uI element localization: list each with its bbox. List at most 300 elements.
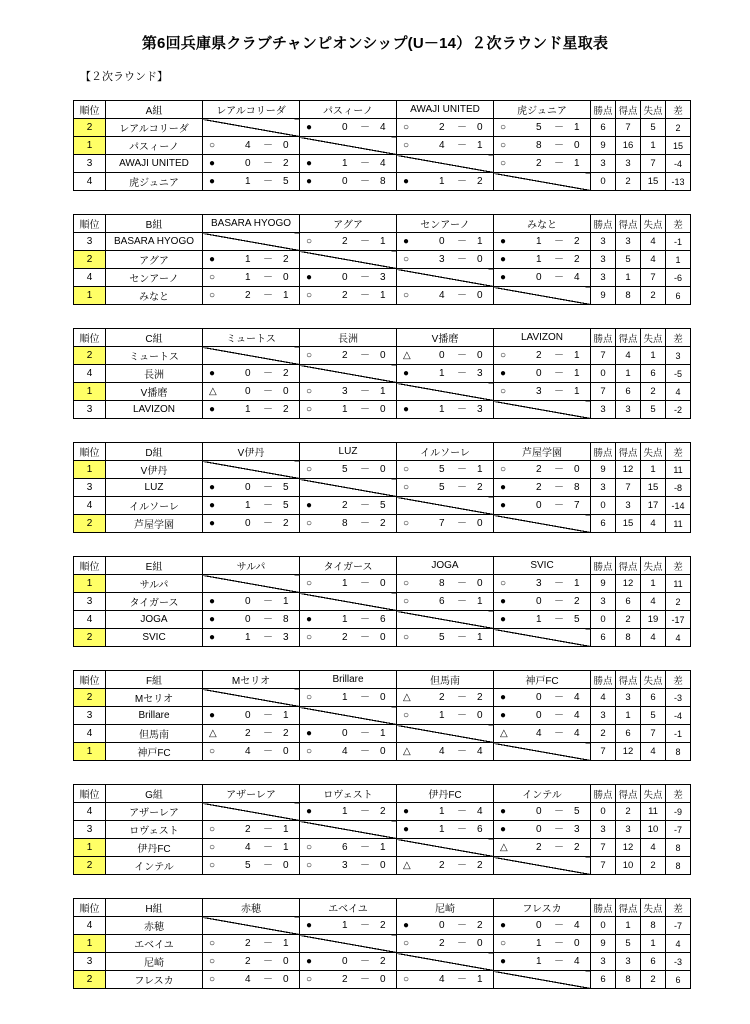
match-result bbox=[494, 917, 591, 935]
goals-for-cell: 3 bbox=[616, 821, 641, 839]
goals-against-cell: 4 bbox=[641, 629, 666, 647]
result-mark: ● bbox=[500, 235, 507, 247]
score-against: 0 bbox=[477, 289, 483, 301]
score-dash: － bbox=[554, 841, 564, 853]
team-name: LAVIZON bbox=[106, 401, 203, 419]
points-header: 勝点 bbox=[591, 785, 616, 803]
score-against: 0 bbox=[283, 955, 289, 967]
team-name: タイガース bbox=[106, 593, 203, 611]
self-match-cell bbox=[494, 857, 591, 875]
score-for: 1 bbox=[245, 253, 251, 265]
result-mark: ● bbox=[403, 823, 410, 835]
score-dash: － bbox=[263, 937, 273, 949]
points-cell: 3 bbox=[591, 251, 616, 269]
result-mark: ○ bbox=[403, 517, 410, 529]
group-name: B組 bbox=[106, 215, 203, 233]
opponent-header: タイガース bbox=[300, 557, 397, 575]
score-against: 2 bbox=[380, 955, 386, 967]
rank-header: 順位 bbox=[74, 899, 106, 917]
result-mark: ○ bbox=[403, 709, 410, 721]
self-match-cell bbox=[300, 821, 397, 839]
result-mark: ○ bbox=[209, 745, 216, 757]
match-result bbox=[203, 155, 300, 173]
score-for: 8 bbox=[439, 577, 445, 589]
score-against: 5 bbox=[283, 499, 289, 511]
score-against: 5 bbox=[574, 613, 580, 625]
goal-diff-header: 差 bbox=[666, 101, 691, 119]
table-row bbox=[74, 515, 691, 533]
score-dash: － bbox=[457, 235, 467, 247]
score-against: 2 bbox=[283, 157, 289, 169]
result-mark: ● bbox=[500, 955, 507, 967]
score-against: 1 bbox=[477, 631, 483, 643]
opponent-header: エベイユ bbox=[300, 899, 397, 917]
score-dash: － bbox=[360, 517, 370, 529]
group-name: C組 bbox=[106, 329, 203, 347]
rank-header: 順位 bbox=[74, 557, 106, 575]
result-mark: ● bbox=[403, 175, 410, 187]
score-dash: － bbox=[457, 463, 467, 475]
score-dash: － bbox=[263, 631, 273, 643]
opponent-header: ロヴェスト bbox=[300, 785, 397, 803]
table-row bbox=[74, 461, 691, 479]
opponent-header: LUZ bbox=[300, 443, 397, 461]
score-against: 2 bbox=[574, 235, 580, 247]
goals-against-cell: 6 bbox=[641, 953, 666, 971]
self-match-cell bbox=[203, 347, 300, 365]
score-dash: － bbox=[457, 709, 467, 721]
points-header: 勝点 bbox=[591, 443, 616, 461]
score-against: 2 bbox=[283, 403, 289, 415]
result-mark: ○ bbox=[403, 481, 410, 493]
score-dash: － bbox=[554, 709, 564, 721]
opponent-header: ミュートス bbox=[203, 329, 300, 347]
match-result bbox=[494, 251, 591, 269]
score-dash: － bbox=[360, 631, 370, 643]
score-for: 1 bbox=[342, 403, 348, 415]
self-match-cell bbox=[494, 971, 591, 989]
match-result bbox=[397, 689, 494, 707]
match-result bbox=[300, 725, 397, 743]
group-table bbox=[73, 898, 691, 989]
result-mark: ○ bbox=[500, 121, 507, 133]
goals-for-cell: 12 bbox=[616, 461, 641, 479]
result-mark: ● bbox=[306, 919, 313, 931]
result-mark: ○ bbox=[209, 841, 216, 853]
goals-for-cell: 8 bbox=[616, 629, 641, 647]
goals-for-cell: 2 bbox=[616, 173, 641, 191]
goal-diff-cell: -8 bbox=[666, 479, 691, 497]
rank-cell: 4 bbox=[74, 269, 106, 287]
score-against: 1 bbox=[574, 577, 580, 589]
score-dash: － bbox=[263, 403, 273, 415]
match-result bbox=[397, 137, 494, 155]
score-dash: － bbox=[457, 937, 467, 949]
score-against: 3 bbox=[477, 403, 483, 415]
score-for: 2 bbox=[536, 481, 542, 493]
header-row bbox=[74, 101, 691, 119]
match-result bbox=[203, 971, 300, 989]
score-for: 2 bbox=[536, 841, 542, 853]
match-result bbox=[300, 347, 397, 365]
score-for: 0 bbox=[245, 157, 251, 169]
goals-against-cell: 2 bbox=[641, 287, 666, 305]
points-cell: 9 bbox=[591, 287, 616, 305]
header-row bbox=[74, 557, 691, 575]
score-dash: － bbox=[263, 613, 273, 625]
points-cell: 7 bbox=[591, 839, 616, 857]
score-for: 1 bbox=[342, 577, 348, 589]
opponent-header: 虎ジュニア bbox=[494, 101, 591, 119]
score-dash: － bbox=[360, 859, 370, 871]
score-against: 2 bbox=[380, 805, 386, 817]
goals-against-cell: 6 bbox=[641, 689, 666, 707]
goals-against-header: 失点 bbox=[641, 899, 666, 917]
score-against: 5 bbox=[574, 805, 580, 817]
result-mark: ● bbox=[500, 709, 507, 721]
match-result bbox=[300, 575, 397, 593]
score-dash: － bbox=[360, 955, 370, 967]
self-match-cell bbox=[203, 233, 300, 251]
score-for: 1 bbox=[342, 805, 348, 817]
match-result bbox=[203, 707, 300, 725]
self-match-cell bbox=[397, 155, 494, 173]
score-against: 0 bbox=[477, 349, 483, 361]
score-dash: － bbox=[360, 577, 370, 589]
score-against: 1 bbox=[477, 463, 483, 475]
goals-for-cell: 3 bbox=[616, 689, 641, 707]
score-dash: － bbox=[554, 805, 564, 817]
result-mark: ● bbox=[500, 499, 507, 511]
score-dash: － bbox=[360, 271, 370, 283]
score-against: 0 bbox=[283, 973, 289, 985]
match-result bbox=[300, 401, 397, 419]
score-against: 1 bbox=[574, 367, 580, 379]
goals-against-cell: 5 bbox=[641, 401, 666, 419]
goals-against-header: 失点 bbox=[641, 215, 666, 233]
points-cell: 7 bbox=[591, 857, 616, 875]
rank-cell: 1 bbox=[74, 461, 106, 479]
goals-for-header: 得点 bbox=[616, 785, 641, 803]
score-for: 0 bbox=[342, 955, 348, 967]
score-for: 3 bbox=[342, 859, 348, 871]
goals-against-cell: 1 bbox=[641, 461, 666, 479]
team-name: 赤穂 bbox=[106, 917, 203, 935]
team-name: みなと bbox=[106, 287, 203, 305]
match-result bbox=[397, 365, 494, 383]
match-result bbox=[300, 689, 397, 707]
goals-against-cell: 7 bbox=[641, 155, 666, 173]
goals-for-header: 得点 bbox=[616, 329, 641, 347]
score-dash: － bbox=[554, 613, 564, 625]
score-dash: － bbox=[457, 349, 467, 361]
table-row bbox=[74, 971, 691, 989]
match-result bbox=[494, 803, 591, 821]
score-against: 1 bbox=[380, 727, 386, 739]
goals-against-header: 失点 bbox=[641, 671, 666, 689]
score-for: 4 bbox=[439, 289, 445, 301]
result-mark: ○ bbox=[306, 745, 313, 757]
match-result bbox=[494, 119, 591, 137]
opponent-header: JOGA bbox=[397, 557, 494, 575]
match-result bbox=[494, 347, 591, 365]
team-name: アグア bbox=[106, 251, 203, 269]
score-against: 3 bbox=[380, 271, 386, 283]
rank-cell: 3 bbox=[74, 479, 106, 497]
match-result bbox=[203, 935, 300, 953]
result-mark: ● bbox=[306, 613, 313, 625]
match-result bbox=[300, 839, 397, 857]
score-for: 2 bbox=[342, 499, 348, 511]
rank-cell: 3 bbox=[74, 401, 106, 419]
match-result bbox=[397, 119, 494, 137]
match-result bbox=[300, 461, 397, 479]
team-name: エベイユ bbox=[106, 935, 203, 953]
team-name: サルパ bbox=[106, 575, 203, 593]
score-dash: － bbox=[457, 805, 467, 817]
match-result bbox=[203, 173, 300, 191]
team-name: レアルコリーダ bbox=[106, 119, 203, 137]
points-header: 勝点 bbox=[591, 215, 616, 233]
score-against: 4 bbox=[574, 271, 580, 283]
match-result bbox=[494, 953, 591, 971]
self-match-cell bbox=[397, 383, 494, 401]
match-result bbox=[397, 461, 494, 479]
group-name: A組 bbox=[106, 101, 203, 119]
score-for: 0 bbox=[536, 595, 542, 607]
goals-for-cell: 6 bbox=[616, 383, 641, 401]
table-row bbox=[74, 629, 691, 647]
points-cell: 6 bbox=[591, 119, 616, 137]
score-for: 0 bbox=[342, 727, 348, 739]
score-dash: － bbox=[457, 139, 467, 151]
score-for: 0 bbox=[536, 823, 542, 835]
goal-diff-cell: 8 bbox=[666, 743, 691, 761]
rank-cell: 2 bbox=[74, 857, 106, 875]
goals-against-cell: 4 bbox=[641, 593, 666, 611]
goals-for-cell: 4 bbox=[616, 347, 641, 365]
opponent-header: 伊丹FC bbox=[397, 785, 494, 803]
goal-diff-cell: -4 bbox=[666, 707, 691, 725]
score-dash: － bbox=[457, 289, 467, 301]
match-result bbox=[397, 287, 494, 305]
score-for: 5 bbox=[439, 463, 445, 475]
score-dash: － bbox=[360, 919, 370, 931]
score-against: 2 bbox=[380, 517, 386, 529]
opponent-header: レアルコリーダ bbox=[203, 101, 300, 119]
score-dash: － bbox=[263, 517, 273, 529]
table-row bbox=[74, 365, 691, 383]
opponent-header: みなと bbox=[494, 215, 591, 233]
table-row bbox=[74, 689, 691, 707]
points-cell: 2 bbox=[591, 725, 616, 743]
score-dash: － bbox=[360, 175, 370, 187]
score-dash: － bbox=[457, 823, 467, 835]
score-for: 0 bbox=[439, 349, 445, 361]
goal-diff-cell: -7 bbox=[666, 917, 691, 935]
match-result bbox=[203, 857, 300, 875]
goals-against-cell: 2 bbox=[641, 971, 666, 989]
match-result bbox=[397, 935, 494, 953]
goal-diff-cell: 3 bbox=[666, 347, 691, 365]
match-result bbox=[203, 593, 300, 611]
points-header: 勝点 bbox=[591, 557, 616, 575]
opponent-header: 赤穂 bbox=[203, 899, 300, 917]
score-for: 7 bbox=[439, 517, 445, 529]
score-against: 0 bbox=[283, 859, 289, 871]
table-row bbox=[74, 593, 691, 611]
goals-for-cell: 15 bbox=[616, 515, 641, 533]
score-dash: － bbox=[360, 973, 370, 985]
rank-cell: 2 bbox=[74, 629, 106, 647]
self-match-cell bbox=[300, 479, 397, 497]
goal-diff-cell: -7 bbox=[666, 821, 691, 839]
score-dash: － bbox=[554, 691, 564, 703]
score-against: 0 bbox=[477, 121, 483, 133]
match-result bbox=[300, 497, 397, 515]
goals-for-cell: 7 bbox=[616, 119, 641, 137]
points-cell: 7 bbox=[591, 347, 616, 365]
result-mark: ● bbox=[500, 481, 507, 493]
opponent-header: センアーノ bbox=[397, 215, 494, 233]
header-row bbox=[74, 785, 691, 803]
score-for: 1 bbox=[342, 691, 348, 703]
result-mark: ○ bbox=[500, 385, 507, 397]
score-against: 4 bbox=[477, 805, 483, 817]
score-dash: － bbox=[263, 385, 273, 397]
goal-diff-header: 差 bbox=[666, 329, 691, 347]
score-for: 0 bbox=[245, 613, 251, 625]
goal-diff-cell: 2 bbox=[666, 593, 691, 611]
self-match-cell bbox=[397, 953, 494, 971]
table-row bbox=[74, 707, 691, 725]
score-dash: － bbox=[263, 709, 273, 721]
result-mark: ○ bbox=[306, 691, 313, 703]
goals-against-header: 失点 bbox=[641, 101, 666, 119]
match-result bbox=[397, 575, 494, 593]
match-result bbox=[300, 233, 397, 251]
goals-against-cell: 8 bbox=[641, 917, 666, 935]
points-cell: 0 bbox=[591, 611, 616, 629]
score-for: 0 bbox=[245, 595, 251, 607]
result-mark: △ bbox=[209, 727, 217, 739]
goals-against-cell: 1 bbox=[641, 575, 666, 593]
opponent-header: アザーレア bbox=[203, 785, 300, 803]
match-result bbox=[494, 155, 591, 173]
result-mark: ○ bbox=[209, 823, 216, 835]
result-mark: ● bbox=[403, 919, 410, 931]
match-result bbox=[494, 611, 591, 629]
goals-for-cell: 6 bbox=[616, 725, 641, 743]
match-result bbox=[300, 629, 397, 647]
rank-cell: 1 bbox=[74, 287, 106, 305]
goals-for-cell: 3 bbox=[616, 953, 641, 971]
result-mark: ○ bbox=[500, 157, 507, 169]
opponent-header: V伊丹 bbox=[203, 443, 300, 461]
table-row bbox=[74, 857, 691, 875]
score-dash: － bbox=[263, 271, 273, 283]
table-row bbox=[74, 383, 691, 401]
score-against: 5 bbox=[283, 175, 289, 187]
match-result bbox=[494, 479, 591, 497]
score-for: 0 bbox=[536, 709, 542, 721]
opponent-header: Brillare bbox=[300, 671, 397, 689]
match-result bbox=[300, 173, 397, 191]
goals-for-cell: 1 bbox=[616, 269, 641, 287]
score-against: 5 bbox=[380, 499, 386, 511]
rank-cell: 4 bbox=[74, 917, 106, 935]
goal-diff-cell: 4 bbox=[666, 935, 691, 953]
score-dash: － bbox=[554, 595, 564, 607]
result-mark: ○ bbox=[306, 349, 313, 361]
score-for: 6 bbox=[439, 595, 445, 607]
score-for: 4 bbox=[342, 745, 348, 757]
score-against: 1 bbox=[574, 385, 580, 397]
score-against: 0 bbox=[477, 577, 483, 589]
score-against: 2 bbox=[574, 253, 580, 265]
points-header: 勝点 bbox=[591, 101, 616, 119]
goal-diff-cell: -1 bbox=[666, 233, 691, 251]
result-mark: ○ bbox=[500, 139, 507, 151]
result-mark: ● bbox=[500, 919, 507, 931]
goals-for-header: 得点 bbox=[616, 557, 641, 575]
result-mark: ○ bbox=[403, 631, 410, 643]
score-against: 1 bbox=[283, 595, 289, 607]
goals-for-cell: 3 bbox=[616, 401, 641, 419]
score-for: 2 bbox=[342, 349, 348, 361]
goals-against-cell: 19 bbox=[641, 611, 666, 629]
score-against: 4 bbox=[380, 157, 386, 169]
opponent-header: インテル bbox=[494, 785, 591, 803]
score-dash: － bbox=[263, 481, 273, 493]
goal-diff-header: 差 bbox=[666, 215, 691, 233]
opponent-header: V播磨 bbox=[397, 329, 494, 347]
score-for: 1 bbox=[245, 631, 251, 643]
goals-for-cell: 6 bbox=[616, 593, 641, 611]
score-for: 0 bbox=[439, 919, 445, 931]
opponent-header: BASARA HYOGO bbox=[203, 215, 300, 233]
score-dash: － bbox=[360, 805, 370, 817]
score-dash: － bbox=[263, 367, 273, 379]
self-match-cell bbox=[494, 629, 591, 647]
result-mark: ○ bbox=[306, 235, 313, 247]
points-header: 勝点 bbox=[591, 671, 616, 689]
match-result bbox=[203, 251, 300, 269]
opponent-header: 尼崎 bbox=[397, 899, 494, 917]
score-against: 0 bbox=[283, 139, 289, 151]
score-against: 1 bbox=[477, 595, 483, 607]
goal-diff-cell: 1 bbox=[666, 251, 691, 269]
score-dash: － bbox=[263, 841, 273, 853]
score-for: 0 bbox=[536, 367, 542, 379]
goal-diff-cell: -1 bbox=[666, 725, 691, 743]
goals-for-cell: 5 bbox=[616, 935, 641, 953]
table-row bbox=[74, 269, 691, 287]
header-row bbox=[74, 329, 691, 347]
self-match-cell bbox=[494, 515, 591, 533]
score-against: 0 bbox=[574, 937, 580, 949]
score-against: 0 bbox=[380, 973, 386, 985]
points-cell: 3 bbox=[591, 953, 616, 971]
match-result bbox=[397, 479, 494, 497]
score-against: 3 bbox=[477, 367, 483, 379]
score-against: 8 bbox=[574, 481, 580, 493]
score-dash: － bbox=[554, 937, 564, 949]
self-match-cell bbox=[494, 401, 591, 419]
result-mark: ● bbox=[500, 805, 507, 817]
score-dash: － bbox=[263, 745, 273, 757]
header-row bbox=[74, 443, 691, 461]
